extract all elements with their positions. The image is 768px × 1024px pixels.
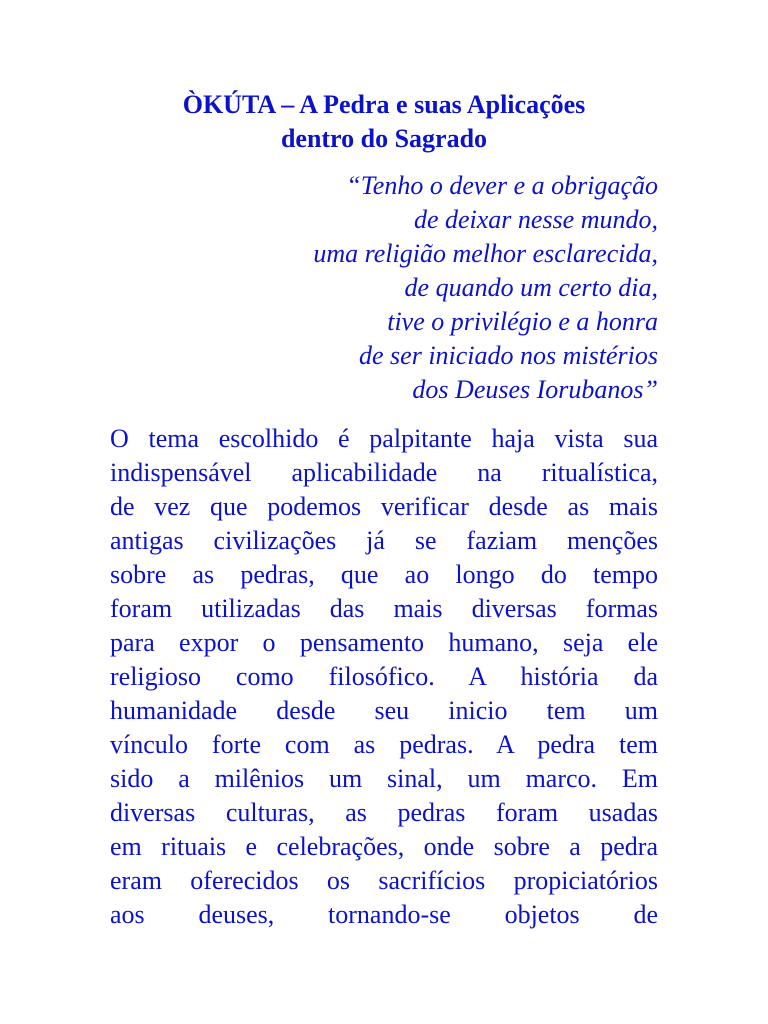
epigraph-line: dos Deuses Iorubanos” bbox=[412, 375, 658, 404]
paragraph-line: O tema escolhido é palpitante haja vista sua bbox=[110, 424, 658, 453]
paragraph-line: antigas civilizações já se faziam menções bbox=[110, 526, 658, 555]
paragraph-line: foram utilizadas das mais diversas formas bbox=[110, 594, 658, 623]
paragraph-line: humanidade desde seu inicio tem um bbox=[110, 696, 658, 725]
document-title bbox=[0, 88, 768, 156]
paragraph-line: religioso como filosófico. A história da bbox=[110, 662, 658, 691]
epigraph-line: de deixar nesse mundo, bbox=[413, 205, 658, 234]
paragraph-line: sobre as pedras, que ao longo do tempo bbox=[110, 560, 658, 589]
paragraph-line: em rituais e celebrações, onde sobre a pedra bbox=[110, 832, 658, 861]
paragraph-line: eram oferecidos os sacrifícios propiciatórios bbox=[110, 866, 658, 895]
epigraph-quote bbox=[98, 169, 658, 407]
paragraph-line: de vez que podemos verificar desde as mais bbox=[110, 492, 658, 521]
paragraph-line: vínculo forte com as pedras. A pedra tem bbox=[110, 730, 658, 759]
epigraph-line: uma religião melhor esclarecida, bbox=[313, 239, 658, 268]
epigraph-line: de quando um certo dia, bbox=[404, 273, 658, 302]
body-paragraph bbox=[110, 422, 658, 932]
paragraph-line: diversas culturas, as pedras foram usadas bbox=[110, 798, 658, 827]
paragraph-line: aos deuses, tornando-se objetos de bbox=[110, 900, 658, 929]
paragraph-line: indispensável aplicabilidade na ritualística, bbox=[110, 458, 658, 487]
paragraph-line: sido a milênios um sinal, um marco. Em bbox=[110, 764, 658, 793]
title-line: ÒKÚTA – A Pedra e suas Aplicações bbox=[182, 90, 586, 119]
epigraph-line: de ser iniciado nos mistérios bbox=[359, 341, 658, 370]
title-line: dentro do Sagrado bbox=[280, 124, 488, 153]
epigraph-line: tive o privilégio e a honra bbox=[387, 307, 658, 336]
paragraph-line: para expor o pensamento humano, seja ele bbox=[110, 628, 658, 657]
epigraph-line: “Tenho o dever e a obrigação bbox=[346, 171, 658, 200]
